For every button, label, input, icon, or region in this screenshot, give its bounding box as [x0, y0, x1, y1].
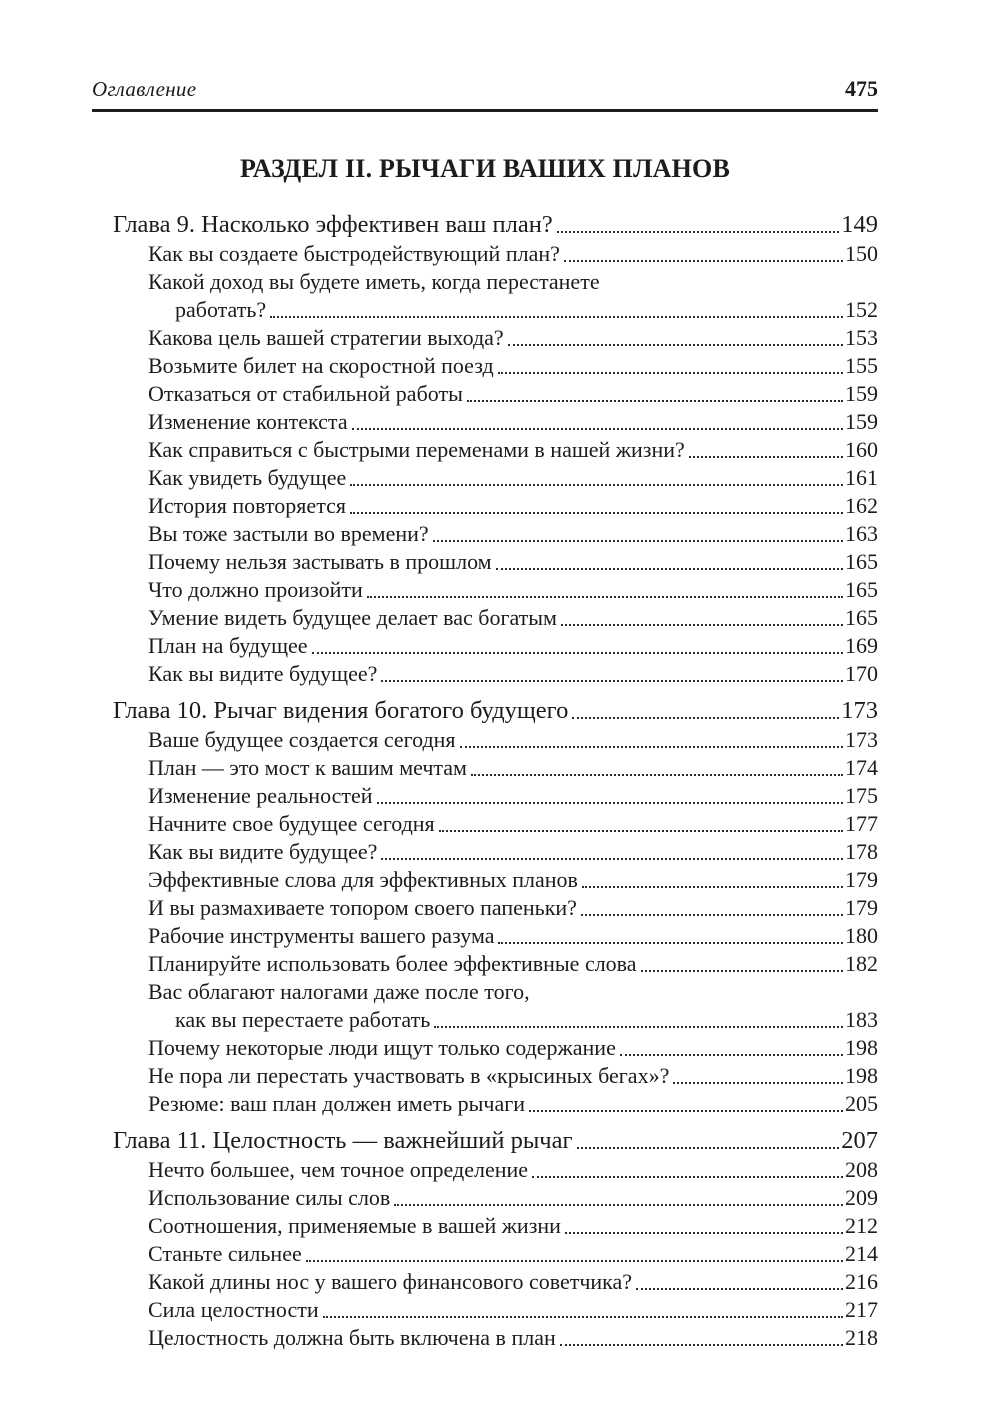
- dot-leader: [560, 1344, 843, 1346]
- toc-row: [92, 408, 878, 436]
- toc-entry-title: Сила целостности: [148, 1297, 319, 1322]
- toc-entry-title: Соотношения, применяемые в вашей жизни: [148, 1213, 561, 1238]
- toc-entry-title: Станьте сильнее: [148, 1241, 302, 1266]
- dot-leader: [377, 802, 843, 804]
- toc-entry-page: 160: [845, 437, 878, 462]
- toc-entry-page: 198: [845, 1063, 878, 1088]
- toc-entry-title: Глава 11. Целостность — важнейший рычаг: [113, 1127, 573, 1154]
- toc-entry-title: Глава 10. Рычаг видения богатого будущего: [113, 697, 569, 724]
- dot-leader: [467, 400, 843, 402]
- toc-entry-page: 183: [845, 1007, 878, 1032]
- dot-leader: [498, 942, 843, 944]
- toc-entry-title: Рабочие инструменты вашего разума: [148, 923, 495, 948]
- toc-entry-title: Изменение контекста: [148, 409, 348, 434]
- dot-leader: [306, 1260, 843, 1262]
- toc-entry-page: 208: [845, 1157, 878, 1182]
- toc-entry-title: Начните свое будущее сегодня: [148, 811, 435, 836]
- toc-row: [92, 1240, 878, 1268]
- toc-row: [92, 1268, 878, 1296]
- toc-row: [92, 240, 878, 268]
- running-title: Оглавление: [92, 77, 197, 101]
- toc-row: [92, 660, 878, 688]
- toc-row: [92, 1062, 878, 1090]
- toc-row: [92, 1296, 878, 1324]
- toc-row: [92, 922, 878, 950]
- toc-entry-page: 150: [845, 241, 878, 266]
- toc-entry-title: Почему нельзя застывать в прошлом: [148, 549, 492, 574]
- toc-list: [92, 210, 878, 1352]
- toc-row: [92, 950, 878, 978]
- toc-row: [92, 1126, 878, 1156]
- dot-leader: [496, 568, 843, 570]
- page-number: 475: [845, 76, 878, 101]
- dot-leader: [312, 652, 843, 654]
- dot-leader: [433, 540, 843, 542]
- toc-entry-title: Вы тоже застыли во времени?: [148, 521, 429, 546]
- toc-row: [92, 576, 878, 604]
- toc-entry-title: Как увидеть будущее: [148, 465, 347, 490]
- toc-entry-title: Глава 9. Насколько эффективен ваш план?: [113, 211, 553, 238]
- toc-entry-page: 174: [845, 755, 878, 780]
- toc-entry-title: История повторяется: [148, 493, 346, 518]
- toc-entry-title: Отказаться от стабильной работы: [148, 381, 463, 406]
- toc-row: [92, 380, 878, 408]
- dot-leader: [350, 484, 843, 486]
- toc-entry-page: 165: [845, 577, 878, 602]
- dot-leader: [572, 717, 839, 719]
- toc-row: [92, 1212, 878, 1240]
- toc-row: [92, 324, 878, 352]
- toc-entry-title: Какова цель вашей стратегии выхода?: [148, 325, 504, 350]
- dot-leader: [557, 231, 840, 233]
- dot-leader: [508, 344, 843, 346]
- toc-entry-title: Вас облагают налогами даже после того,: [148, 979, 530, 1004]
- toc-entry-page: 153: [845, 325, 878, 350]
- toc-row: [92, 436, 878, 464]
- toc-entry-title: План на будущее: [148, 633, 308, 658]
- toc-entry-title: Целостность должна быть включена в план: [148, 1325, 556, 1350]
- dot-leader: [620, 1054, 843, 1056]
- dot-leader: [323, 1316, 843, 1318]
- dot-leader: [561, 624, 843, 626]
- toc-row: [92, 1034, 878, 1062]
- toc-row: [92, 464, 878, 492]
- toc-entry-title: Не пора ли перестать участвовать в «крысиных бегах»?: [148, 1063, 670, 1088]
- toc-entry-page: 165: [845, 549, 878, 574]
- dot-leader: [689, 456, 843, 458]
- toc-row: [92, 520, 878, 548]
- toc-entry-title: Какой доход вы будете иметь, когда перестанете: [148, 269, 600, 294]
- dot-leader: [577, 1147, 840, 1149]
- dot-leader: [565, 1232, 843, 1234]
- toc-row: [92, 1090, 878, 1118]
- dot-leader: [460, 746, 843, 748]
- toc-entry-title: Как вы видите будущее?: [148, 661, 378, 686]
- toc-entry-page: 169: [845, 633, 878, 658]
- toc-entry-title: План — это мост к вашим мечтам: [148, 755, 467, 780]
- toc-row: [92, 894, 878, 922]
- toc-entry-page: 173: [845, 727, 878, 752]
- toc-row: [92, 352, 878, 380]
- dot-leader: [673, 1082, 843, 1084]
- running-head: [92, 76, 878, 112]
- toc-entry-title: Нечто большее, чем точное определение: [148, 1157, 529, 1182]
- dot-leader: [636, 1288, 843, 1290]
- toc-entry-page: 179: [845, 895, 878, 920]
- toc-entry-page: 175: [845, 783, 878, 808]
- toc-entry-page: 149: [841, 211, 878, 238]
- toc-row: [92, 696, 878, 726]
- dot-leader: [582, 886, 843, 888]
- dot-leader: [532, 1176, 843, 1178]
- section-title: РАЗДЕЛ II. РЫЧАГИ ВАШИХ ПЛАНОВ: [239, 154, 731, 183]
- toc-entry-title: Эффективные слова для эффективных планов: [148, 867, 578, 892]
- toc-entry-page: 180: [845, 923, 878, 948]
- toc-row: [92, 210, 878, 240]
- toc-row: [92, 1156, 878, 1184]
- toc-row: [92, 866, 878, 894]
- toc-entry-title: Изменение реальностей: [148, 783, 373, 808]
- toc-row: [92, 604, 878, 632]
- dot-leader: [270, 316, 843, 318]
- dot-leader: [641, 970, 843, 972]
- dot-leader: [352, 428, 843, 430]
- toc-entry-page: 207: [841, 1127, 878, 1154]
- toc-row: [92, 1324, 878, 1352]
- toc-entry-page: 182: [845, 951, 878, 976]
- dot-leader: [439, 830, 843, 832]
- toc-entry-page: 212: [845, 1213, 878, 1238]
- toc-entry-page: 177: [845, 811, 878, 836]
- toc-entry-title: Умение видеть будущее делает вас богатым: [148, 605, 557, 630]
- toc-entry-title: Какой длины нос у вашего финансового советчика?: [148, 1269, 633, 1294]
- toc-entry-title: работать?: [175, 297, 267, 322]
- toc-row: [92, 632, 878, 660]
- toc-entry-title: Что должно произойти: [148, 577, 363, 602]
- dot-leader: [434, 1026, 843, 1028]
- toc-entry-page: 173: [841, 697, 878, 724]
- toc-entry-page: 155: [845, 353, 878, 378]
- toc-row: [92, 548, 878, 576]
- toc-entry-page: 209: [845, 1185, 878, 1210]
- toc-entry-page: 198: [845, 1035, 878, 1060]
- toc-entry-page: 217: [845, 1297, 878, 1322]
- toc-row: [92, 726, 878, 754]
- toc-entry-title: Ваше будущее создается сегодня: [148, 727, 456, 752]
- toc-entry-title: Почему некоторые люди ищут только содержание: [148, 1035, 616, 1060]
- dot-leader: [529, 1110, 843, 1112]
- toc-entry-page: 159: [845, 381, 878, 406]
- dot-leader: [471, 774, 843, 776]
- toc-row: [92, 1006, 878, 1034]
- toc-entry-title: Как справиться с быстрыми переменами в нашей жизни?: [148, 437, 685, 462]
- toc-row: [92, 268, 878, 296]
- toc-entry-title: Использование силы слов: [148, 1185, 391, 1210]
- toc-row: [92, 978, 878, 1006]
- dot-leader: [350, 512, 843, 514]
- toc-entry-title: как вы перестаете работать: [175, 1007, 431, 1032]
- toc-entry-title: Как вы видите будущее?: [148, 839, 378, 864]
- toc-entry-page: 165: [845, 605, 878, 630]
- toc-entry-title: И вы размахиваете топором своего папеньки?: [148, 895, 577, 920]
- dot-leader: [381, 858, 843, 860]
- toc-entry-page: 216: [845, 1269, 878, 1294]
- dot-leader: [564, 260, 843, 262]
- toc-row: [92, 296, 878, 324]
- dot-leader: [498, 372, 843, 374]
- toc-row: [92, 810, 878, 838]
- toc-entry-page: 152: [845, 297, 878, 322]
- toc-entry-title: Резюме: ваш план должен иметь рычаги: [148, 1091, 526, 1116]
- toc-entry-page: 162: [845, 493, 878, 518]
- toc-row: [92, 782, 878, 810]
- toc-entry-page: 163: [845, 521, 878, 546]
- toc-row: [92, 754, 878, 782]
- dot-leader: [381, 680, 843, 682]
- toc-row: [92, 1184, 878, 1212]
- toc-entry-page: 218: [845, 1325, 878, 1350]
- dot-leader: [367, 596, 843, 598]
- toc-entry-title: Планируйте использовать более эффективные слова: [148, 951, 637, 976]
- toc-entry-page: 214: [845, 1241, 878, 1266]
- toc-entry-page: 161: [845, 465, 878, 490]
- toc-row: [92, 838, 878, 866]
- toc-entry-page: 179: [845, 867, 878, 892]
- toc-entry-page: 178: [845, 839, 878, 864]
- toc-entry-title: Возьмите билет на скоростной поезд: [148, 353, 494, 378]
- dot-leader: [394, 1204, 843, 1206]
- toc-entry-title: Как вы создаете быстродействующий план?: [148, 241, 560, 266]
- toc-row: [92, 492, 878, 520]
- toc-entry-page: 159: [845, 409, 878, 434]
- dot-leader: [581, 914, 843, 916]
- toc-entry-page: 205: [845, 1091, 878, 1116]
- toc-entry-page: 170: [845, 661, 878, 686]
